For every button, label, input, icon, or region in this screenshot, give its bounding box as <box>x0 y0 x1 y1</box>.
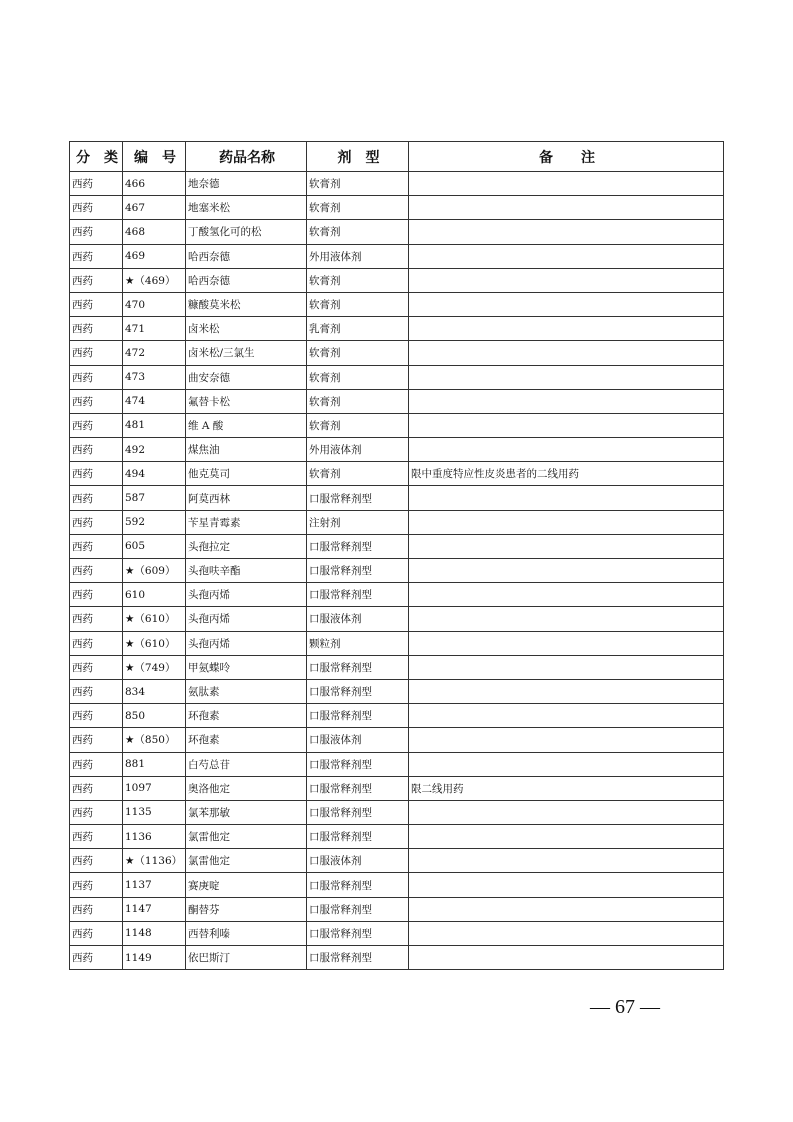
dosage-form-cell: 颗粒剂 <box>307 631 409 655</box>
category-cell: 西药 <box>70 946 123 970</box>
remarks-cell <box>409 631 724 655</box>
table-row <box>70 510 724 534</box>
number-cell: 1135 <box>123 800 186 824</box>
number-cell: 470 <box>123 292 186 316</box>
drug-name-cell: 地奈德 <box>186 172 307 196</box>
table-row <box>70 462 724 486</box>
dosage-form-cell: 口服液体剂 <box>307 849 409 873</box>
table-body <box>70 172 724 970</box>
remarks-cell <box>409 655 724 679</box>
dosage-form-cell: 口服常释剂型 <box>307 800 409 824</box>
dosage-form-cell: 口服常释剂型 <box>307 486 409 510</box>
category-cell: 西药 <box>70 317 123 341</box>
number-cell: 471 <box>123 317 186 341</box>
header-dosage-form: 剂 型 <box>307 142 409 172</box>
drug-name-cell: 头孢丙烯 <box>186 607 307 631</box>
drug-name-cell: 卤米松 <box>186 317 307 341</box>
drug-name-cell: 曲安奈德 <box>186 365 307 389</box>
remarks-cell <box>409 704 724 728</box>
table-row <box>70 244 724 268</box>
number-cell: 469 <box>123 244 186 268</box>
table-row <box>70 946 724 970</box>
category-cell: 西药 <box>70 873 123 897</box>
remarks-cell <box>409 921 724 945</box>
dosage-form-cell: 外用液体剂 <box>307 438 409 462</box>
drug-name-cell: 头孢丙烯 <box>186 631 307 655</box>
remarks-cell <box>409 196 724 220</box>
table-row <box>70 292 724 316</box>
drug-name-cell: 苄星青霉素 <box>186 510 307 534</box>
remarks-cell <box>409 438 724 462</box>
number-cell: ★（609） <box>123 559 186 583</box>
drug-name-cell: 氯苯那敏 <box>186 800 307 824</box>
dosage-form-cell: 软膏剂 <box>307 268 409 292</box>
number-cell: 466 <box>123 172 186 196</box>
category-cell: 西药 <box>70 292 123 316</box>
category-cell: 西药 <box>70 631 123 655</box>
table-row <box>70 534 724 558</box>
table-row <box>70 679 724 703</box>
number-cell: 494 <box>123 462 186 486</box>
number-cell: 881 <box>123 752 186 776</box>
dosage-form-cell: 软膏剂 <box>307 462 409 486</box>
remarks-cell <box>409 220 724 244</box>
remarks-cell <box>409 946 724 970</box>
table-row <box>70 413 724 437</box>
drug-name-cell: 他克莫司 <box>186 462 307 486</box>
drug-name-cell: 依巴斯汀 <box>186 946 307 970</box>
category-cell: 西药 <box>70 268 123 292</box>
drug-name-cell: 丁酸氢化可的松 <box>186 220 307 244</box>
number-cell: 474 <box>123 389 186 413</box>
dosage-form-cell: 软膏剂 <box>307 413 409 437</box>
table-row <box>70 873 724 897</box>
number-cell: ★（610） <box>123 631 186 655</box>
table-row <box>70 389 724 413</box>
table-row <box>70 607 724 631</box>
drug-name-cell: 奥洛他定 <box>186 776 307 800</box>
category-cell: 西药 <box>70 172 123 196</box>
drug-name-cell: 氯雷他定 <box>186 825 307 849</box>
dosage-form-cell: 口服液体剂 <box>307 728 409 752</box>
dosage-form-cell: 口服常释剂型 <box>307 825 409 849</box>
table-row <box>70 800 724 824</box>
number-cell: ★（850） <box>123 728 186 752</box>
drug-name-cell: 卤米松/三氯生 <box>186 341 307 365</box>
dosage-form-cell: 口服常释剂型 <box>307 704 409 728</box>
category-cell: 西药 <box>70 800 123 824</box>
drug-name-cell: 西替利嗪 <box>186 921 307 945</box>
drug-name-cell: 酮替芬 <box>186 897 307 921</box>
drug-name-cell: 哈西奈德 <box>186 244 307 268</box>
number-cell: 1149 <box>123 946 186 970</box>
number-cell: 1136 <box>123 825 186 849</box>
table-row <box>70 438 724 462</box>
category-cell: 西药 <box>70 559 123 583</box>
header-number: 编 号 <box>123 142 186 172</box>
drug-name-cell: 煤焦油 <box>186 438 307 462</box>
drug-name-cell: 甲氨蝶呤 <box>186 655 307 679</box>
drug-name-cell: 阿莫西林 <box>186 486 307 510</box>
remarks-cell <box>409 752 724 776</box>
table-row <box>70 704 724 728</box>
table-row <box>70 341 724 365</box>
drug-name-cell: 头孢拉定 <box>186 534 307 558</box>
table-row <box>70 317 724 341</box>
category-cell: 西药 <box>70 704 123 728</box>
number-cell: 605 <box>123 534 186 558</box>
number-cell: 1148 <box>123 921 186 945</box>
remarks-cell <box>409 244 724 268</box>
table-row <box>70 776 724 800</box>
drug-name-cell: 糠酸莫米松 <box>186 292 307 316</box>
remarks-cell <box>409 292 724 316</box>
drug-name-cell: 地塞米松 <box>186 196 307 220</box>
dosage-form-cell: 口服常释剂型 <box>307 559 409 583</box>
dosage-form-cell: 口服常释剂型 <box>307 873 409 897</box>
remarks-cell <box>409 268 724 292</box>
drug-name-cell: 头孢丙烯 <box>186 583 307 607</box>
remarks-cell: 限中重度特应性皮炎患者的二线用药 <box>409 462 724 486</box>
category-cell: 西药 <box>70 389 123 413</box>
remarks-cell <box>409 607 724 631</box>
number-cell: 1147 <box>123 897 186 921</box>
remarks-cell: 限二线用药 <box>409 776 724 800</box>
category-cell: 西药 <box>70 196 123 220</box>
category-cell: 西药 <box>70 220 123 244</box>
remarks-cell <box>409 559 724 583</box>
number-cell: 1097 <box>123 776 186 800</box>
number-cell: ★（469） <box>123 268 186 292</box>
remarks-cell <box>409 365 724 389</box>
number-cell: 1137 <box>123 873 186 897</box>
dosage-form-cell: 口服常释剂型 <box>307 752 409 776</box>
header-category: 分 类 <box>70 142 123 172</box>
remarks-cell <box>409 583 724 607</box>
number-cell: 492 <box>123 438 186 462</box>
table-row <box>70 921 724 945</box>
category-cell: 西药 <box>70 921 123 945</box>
dosage-form-cell: 口服常释剂型 <box>307 679 409 703</box>
category-cell: 西药 <box>70 607 123 631</box>
drug-name-cell: 维 A 酸 <box>186 413 307 437</box>
dosage-form-cell: 口服液体剂 <box>307 607 409 631</box>
category-cell: 西药 <box>70 849 123 873</box>
category-cell: 西药 <box>70 752 123 776</box>
remarks-cell <box>409 728 724 752</box>
table-row <box>70 825 724 849</box>
drug-name-cell: 环孢素 <box>186 728 307 752</box>
table-row <box>70 583 724 607</box>
category-cell: 西药 <box>70 244 123 268</box>
header-drug-name: 药品名称 <box>186 142 307 172</box>
number-cell: 592 <box>123 510 186 534</box>
number-cell: 481 <box>123 413 186 437</box>
category-cell: 西药 <box>70 728 123 752</box>
remarks-cell <box>409 510 724 534</box>
category-cell: 西药 <box>70 510 123 534</box>
category-cell: 西药 <box>70 679 123 703</box>
dosage-form-cell: 软膏剂 <box>307 172 409 196</box>
table-row <box>70 728 724 752</box>
number-cell: ★（749） <box>123 655 186 679</box>
remarks-cell <box>409 825 724 849</box>
table-row <box>70 486 724 510</box>
number-cell: 587 <box>123 486 186 510</box>
drug-name-cell: 氯雷他定 <box>186 849 307 873</box>
category-cell: 西药 <box>70 486 123 510</box>
dosage-form-cell: 口服常释剂型 <box>307 655 409 679</box>
table-row <box>70 268 724 292</box>
number-cell: 850 <box>123 704 186 728</box>
dosage-form-cell: 软膏剂 <box>307 196 409 220</box>
number-cell: 468 <box>123 220 186 244</box>
remarks-cell <box>409 800 724 824</box>
table-row <box>70 220 724 244</box>
table-row <box>70 365 724 389</box>
dosage-form-cell: 口服常释剂型 <box>307 946 409 970</box>
table-row <box>70 655 724 679</box>
category-cell: 西药 <box>70 365 123 389</box>
drug-name-cell: 头孢呋辛酯 <box>186 559 307 583</box>
number-cell: 610 <box>123 583 186 607</box>
number-cell: 834 <box>123 679 186 703</box>
remarks-cell <box>409 389 724 413</box>
category-cell: 西药 <box>70 583 123 607</box>
table-row <box>70 849 724 873</box>
dosage-form-cell: 口服常释剂型 <box>307 583 409 607</box>
remarks-cell <box>409 679 724 703</box>
dosage-form-cell: 口服常释剂型 <box>307 776 409 800</box>
category-cell: 西药 <box>70 825 123 849</box>
category-cell: 西药 <box>70 776 123 800</box>
remarks-cell <box>409 534 724 558</box>
number-cell: 467 <box>123 196 186 220</box>
remarks-cell <box>409 897 724 921</box>
dosage-form-cell: 口服常释剂型 <box>307 534 409 558</box>
dosage-form-cell: 口服常释剂型 <box>307 897 409 921</box>
drug-name-cell: 赛庚啶 <box>186 873 307 897</box>
dosage-form-cell: 注射剂 <box>307 510 409 534</box>
category-cell: 西药 <box>70 897 123 921</box>
dosage-form-cell: 乳膏剂 <box>307 317 409 341</box>
drug-name-cell: 哈西奈德 <box>186 268 307 292</box>
remarks-cell <box>409 172 724 196</box>
dosage-form-cell: 外用液体剂 <box>307 244 409 268</box>
category-cell: 西药 <box>70 438 123 462</box>
category-cell: 西药 <box>70 534 123 558</box>
dosage-form-cell: 软膏剂 <box>307 220 409 244</box>
table-header-row <box>70 142 724 172</box>
table-row <box>70 752 724 776</box>
dosage-form-cell: 软膏剂 <box>307 341 409 365</box>
remarks-cell <box>409 413 724 437</box>
drug-name-cell: 环孢素 <box>186 704 307 728</box>
drug-table <box>69 141 724 970</box>
dosage-form-cell: 软膏剂 <box>307 389 409 413</box>
table-row <box>70 897 724 921</box>
number-cell: ★（610） <box>123 607 186 631</box>
header-remarks: 备 注 <box>409 142 724 172</box>
category-cell: 西药 <box>70 341 123 365</box>
remarks-cell <box>409 341 724 365</box>
dosage-form-cell: 软膏剂 <box>307 292 409 316</box>
drug-name-cell: 氨肽素 <box>186 679 307 703</box>
dosage-form-cell: 软膏剂 <box>307 365 409 389</box>
remarks-cell <box>409 317 724 341</box>
table-row <box>70 196 724 220</box>
table-row <box>70 559 724 583</box>
number-cell: ★（1136） <box>123 849 186 873</box>
drug-name-cell: 氟替卡松 <box>186 389 307 413</box>
category-cell: 西药 <box>70 655 123 679</box>
remarks-cell <box>409 849 724 873</box>
category-cell: 西药 <box>70 462 123 486</box>
table-row <box>70 631 724 655</box>
number-cell: 472 <box>123 341 186 365</box>
remarks-cell <box>409 486 724 510</box>
number-cell: 473 <box>123 365 186 389</box>
table-row <box>70 172 724 196</box>
remarks-cell <box>409 873 724 897</box>
dosage-form-cell: 口服常释剂型 <box>307 921 409 945</box>
page-number: — 67 — <box>590 996 660 1018</box>
drug-name-cell: 白芍总苷 <box>186 752 307 776</box>
category-cell: 西药 <box>70 413 123 437</box>
